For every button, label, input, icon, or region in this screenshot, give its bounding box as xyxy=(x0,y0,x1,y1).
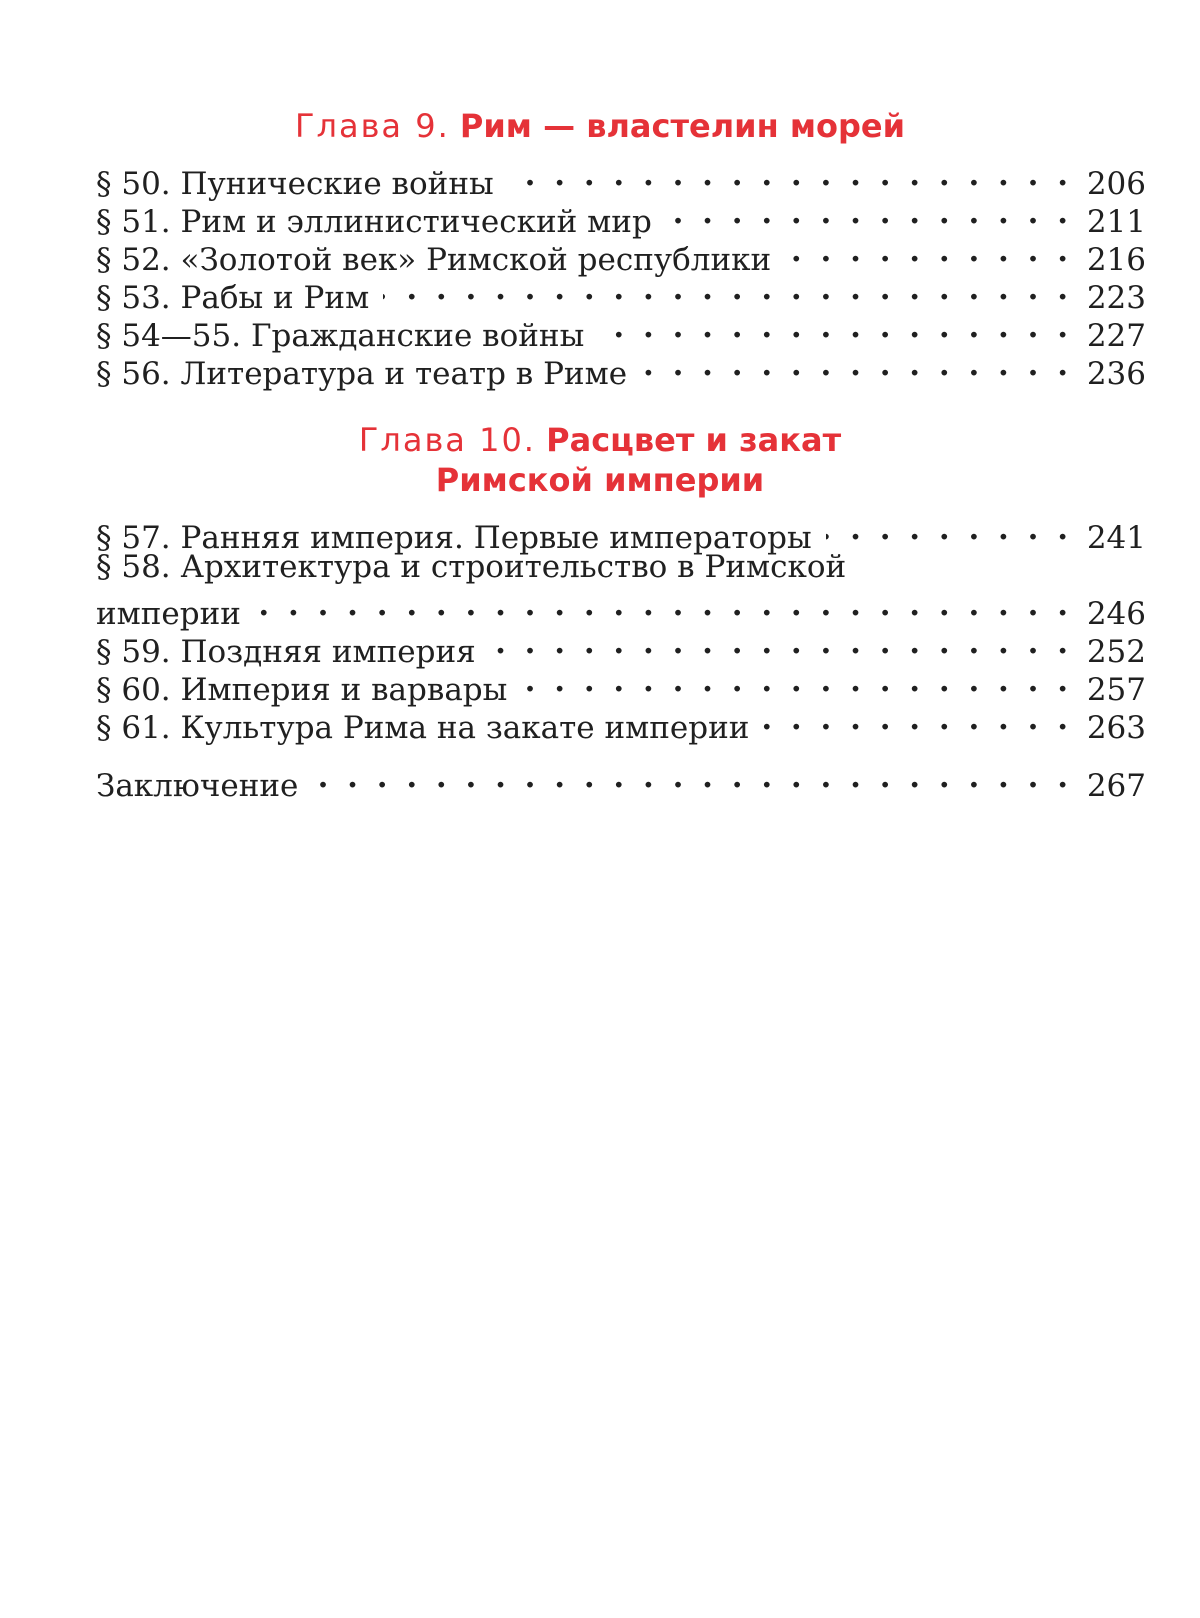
chapter-9-title: Рим — властелин морей xyxy=(459,107,905,145)
dot-leader xyxy=(490,624,1072,662)
dot-leader xyxy=(598,308,1072,346)
toc-entry[interactable] xyxy=(96,308,1146,354)
toc-entry-page: 241 xyxy=(1086,520,1146,556)
toc-entry-title: Заключение xyxy=(96,768,299,804)
dot-leader xyxy=(785,232,1072,270)
toc-entry-title: § 60. Империя и варвары xyxy=(96,672,508,708)
toc-entry-page: 257 xyxy=(1086,672,1146,708)
dot-leader xyxy=(383,270,1072,308)
dot-leader xyxy=(641,346,1072,384)
toc-entry-title: § 53. Рабы и Рим xyxy=(96,280,370,316)
toc-entry-title: § 54—55. Гражданские войны xyxy=(96,318,585,354)
dot-leader xyxy=(666,194,1072,232)
toc-entry-title: § 51. Рим и эллинистический мир xyxy=(96,204,652,240)
toc-entry-title-continuation: империи xyxy=(96,596,241,632)
dot-leader xyxy=(312,758,1072,796)
dot-leader xyxy=(255,586,1072,624)
toc-entry[interactable] xyxy=(96,346,1146,392)
toc-entry-page: 206 xyxy=(1086,166,1146,202)
chapter-10-title: Расцвет и закат xyxy=(546,421,842,459)
toc-entry[interactable] xyxy=(96,510,1146,556)
toc-entry[interactable] xyxy=(96,270,1146,316)
toc-entry-page: 267 xyxy=(1086,768,1146,804)
toc-entry-title: § 61. Культура Рима на закате империи xyxy=(96,710,750,746)
toc-entry[interactable] xyxy=(96,194,1146,240)
dot-leader xyxy=(508,156,1072,194)
toc-entry-title: § 50. Пунические войны xyxy=(96,166,494,202)
toc-entry-page: 236 xyxy=(1086,356,1146,392)
toc-entry[interactable] xyxy=(96,662,1146,708)
chapter-9-number: Глава 9. xyxy=(294,107,450,145)
toc-entry-title: § 52. «Золотой век» Римской республики xyxy=(96,242,772,278)
toc-entry-page: 263 xyxy=(1086,710,1146,746)
toc-entry-page: 216 xyxy=(1086,242,1146,278)
chapter-9-heading xyxy=(0,106,1200,146)
toc-entry[interactable] xyxy=(96,232,1146,278)
toc-entry-page: 227 xyxy=(1086,318,1146,354)
toc-entry[interactable] xyxy=(96,700,1146,746)
toc-entry-title: § 58. Архитектура и строительство в Римской xyxy=(96,549,847,585)
toc-entry-first-line[interactable] xyxy=(96,548,1146,586)
chapter-10-title-continued: Римской империи xyxy=(435,461,765,499)
toc-entry-page: 246 xyxy=(1086,596,1146,632)
toc-entry-title: § 59. Поздняя империя xyxy=(96,634,476,670)
toc-entry[interactable] xyxy=(96,624,1146,670)
dot-leader xyxy=(763,700,1072,738)
dot-leader xyxy=(521,662,1072,700)
chapter-10-number: Глава 10. xyxy=(358,421,536,459)
chapter-10-heading xyxy=(0,420,1200,500)
toc-entry[interactable] xyxy=(96,586,1146,632)
toc-entry-page: 252 xyxy=(1086,634,1146,670)
toc-entry-conclusion[interactable] xyxy=(96,758,1146,804)
toc-entry[interactable] xyxy=(96,156,1146,202)
toc-entry-title: § 56. Литература и театр в Риме xyxy=(96,356,628,392)
toc-entry-title: § 57. Ранняя империя. Первые императоры xyxy=(96,520,812,556)
toc-entry-page: 223 xyxy=(1086,280,1146,316)
toc-entry-page: 211 xyxy=(1086,204,1146,240)
dot-leader xyxy=(826,510,1072,548)
